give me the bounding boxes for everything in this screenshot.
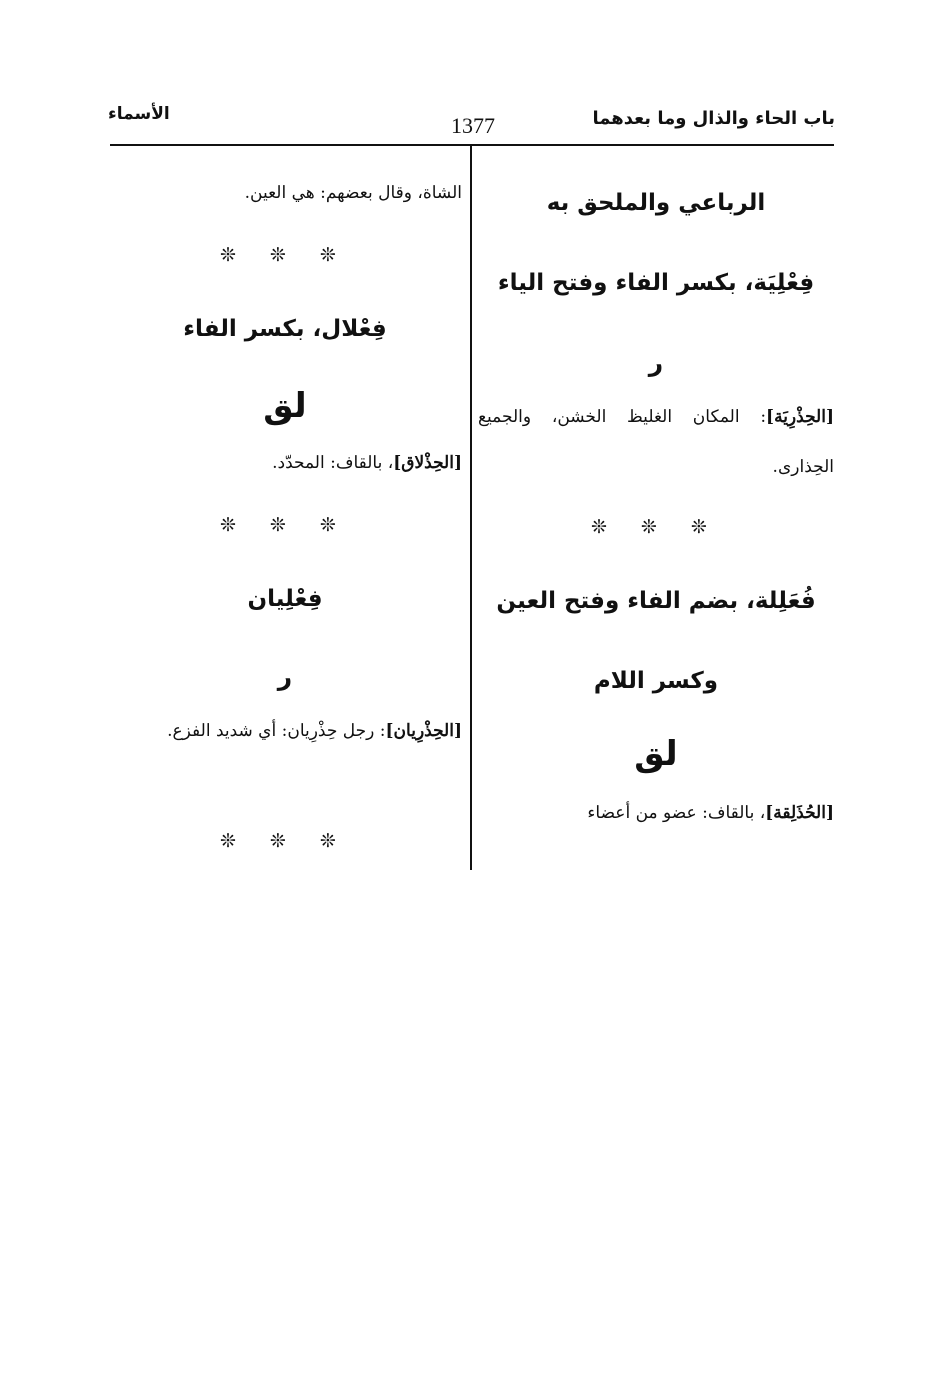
root-heading: لق <box>634 734 678 774</box>
root-heading: لق <box>263 386 307 426</box>
pattern-heading: فِعْلِيَة، بكسر الفاء وفتح الياء <box>497 270 815 296</box>
header-rule <box>110 144 834 146</box>
entry-lemma: [الحِذْرِيان] <box>385 721 462 741</box>
entry-lemma: [الحِذْلاق] <box>393 453 462 473</box>
section-separator: ❊ ❊ ❊ <box>220 830 350 852</box>
page-number: 1377 <box>451 113 495 138</box>
section-separator: ❊ ❊ ❊ <box>591 516 721 538</box>
column-divider <box>470 146 472 870</box>
section-separator: ❊ ❊ ❊ <box>220 244 350 266</box>
dictionary-entry <box>108 706 462 756</box>
dictionary-entry <box>108 438 462 488</box>
root-heading: ر <box>277 662 293 691</box>
chapter-header: باب الحاء والذال وما بعدهما <box>592 108 835 129</box>
entry-definition: : رجل حِذْرِيان: أي شديد الفزع. <box>167 721 386 741</box>
entry-lemma: [الحِذْرِيَة] <box>766 407 834 427</box>
entry-definition: : المكان الغليظ الخشن، والجميع الحِذارى. <box>478 407 834 477</box>
section-separator: ❊ ❊ ❊ <box>220 514 350 536</box>
dictionary-entry <box>478 392 834 492</box>
entry-continuation: الشاة، وقال بعضهم: هي العين. <box>244 183 462 203</box>
entry-lemma: [الحُذَلِقة] <box>765 803 834 823</box>
entry-definition: ، بالقاف: المحدّد. <box>272 453 394 473</box>
pattern-heading: فِعْلال، بكسر الفاء <box>183 316 387 342</box>
entry-definition: ، بالقاف: عضو من أعضاء <box>587 803 766 823</box>
pattern-heading: فُعَلِلة، بضم الفاء وفتح العين <box>496 588 816 614</box>
pattern-heading: فِعْلِيان <box>247 586 323 612</box>
dictionary-entry <box>478 788 834 838</box>
root-heading: ر <box>648 348 664 377</box>
section-heading: الرباعي والملحق به <box>546 190 766 216</box>
pattern-heading-continued: وكسر اللام <box>593 668 719 694</box>
section-header: الأسماء <box>108 104 170 124</box>
